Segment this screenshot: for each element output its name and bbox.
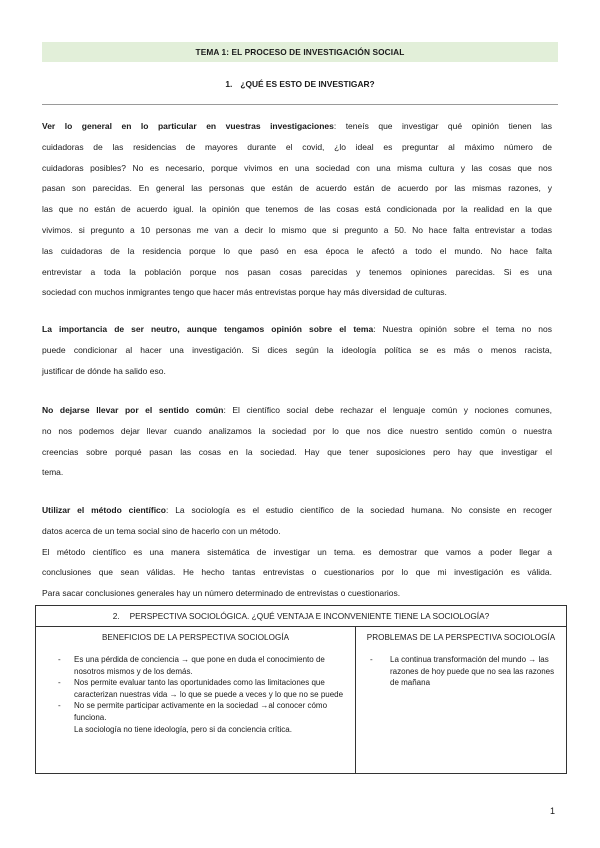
bullet-dash: - — [58, 678, 61, 688]
bullet-dash: - — [370, 655, 373, 664]
paragraph-2-lead: La importancia de ser neutro, aunque tengamos opinión sobre el tema — [42, 324, 374, 334]
paragraph-4-line: conclusiones que sean válidas. He hecho tantas entrevistas o cuestionarios por lo que mi investigación es válida. — [42, 567, 552, 578]
paragraph-3-lead: No dejarse llevar por el sentido común — [42, 405, 224, 415]
problems-column-title: PROBLEMAS DE LA PERSPECTIVA SOCIOLOGÍA — [366, 633, 556, 642]
page-number: 1 — [550, 806, 556, 816]
paragraph-1-line: las cuidadoras de la residencia porque lo que pasó en esa época le afectó a todo el mundo. No hace falta — [42, 245, 552, 256]
paragraph-3-line: tema. — [42, 467, 64, 478]
section-2-number: 2. — [112, 611, 120, 621]
paragraph-1-line: : teneís que investigar qué opinión tienen las — [333, 121, 552, 131]
paragraph-3-line: creencias sobre porqué pasan las cosas en la sociedad. Hay que tener suposiciones pero hay que investigar el — [42, 446, 552, 457]
section-2-heading — [36, 606, 566, 627]
paragraph-4-line: El método científico es una manera sistemática de investigar un tema. es demostrar que vamos a poder llegar a — [42, 546, 552, 557]
list-item — [356, 654, 566, 689]
list-item — [36, 677, 355, 700]
paragraph-2-line: puede condicionar al hacer una investigación. Si dices según la ideología política se es más o menos racista, — [42, 344, 552, 355]
horizontal-rule — [42, 104, 558, 105]
paragraph-1-line: las que no están de acuerdo igual. la opinión que tenemos de las cosas está condicionada por la realidad en la que — [42, 204, 552, 215]
paragraph-neutrality — [42, 319, 552, 381]
paragraph-1-line: sociedad con muchos inmigrantes tengo que hacer más entrevistas porque hay más diversidad de culturas. — [42, 287, 447, 298]
benefits-list — [36, 654, 355, 735]
problems-list — [356, 654, 566, 689]
paragraph-scientific-method — [42, 500, 552, 604]
problems-column — [356, 626, 566, 773]
bullet-dash: - — [58, 701, 61, 711]
paragraph-4-lead: Utilizar el método científico — [42, 505, 166, 515]
paragraph-3-line: : El científico social debe rechazar el lenguaje común y nociones comunes, — [223, 405, 553, 415]
section-1-number: 1. — [225, 79, 233, 89]
paragraph-1-line: cuidadoras de las residencias de mayores durante el covid, ¿lo ideal es preguntar al máximo número de — [42, 141, 552, 152]
sociological-perspective-table — [35, 605, 567, 774]
list-item-text: La continua transformación del mundo → las razones de hoy puede que no sea las razones de mañana — [390, 655, 555, 688]
list-tail-note: La sociología no tiene ideología, pero si da conciencia crítica. — [74, 724, 292, 734]
paragraph-1-line: vivimos. si pregunto a 10 personas me van a decir lo mismo que si pregunto a 50. No hace falta entrevistar a todas — [42, 224, 552, 235]
document-title: TEMA 1: EL PROCESO DE INVESTIGACIÓN SOCIAL — [42, 42, 558, 62]
paragraph-3-line: no nos podemos dejar llevar cuando analizamos la sociedad por lo que nos dice nuestro sentido común o nuestra — [42, 425, 552, 436]
section-1-heading — [42, 79, 558, 89]
list-item — [36, 654, 355, 677]
paragraph-4-line: datos acerca de un tema social sino de hacerlo con un método. — [42, 525, 281, 536]
paragraph-common-sense — [42, 400, 552, 483]
paragraph-2-line: : Nuestra opinión sobre el tema no nos — [373, 324, 552, 334]
benefits-column-title: BENEFICIOS DE LA PERSPECTIVA SOCIOLOGÍA — [101, 633, 290, 642]
paragraph-2-line: justificar de dónde ha salido eso. — [42, 365, 166, 376]
paragraph-4-line: : La sociología es el estudio científico de la sociedad humana. No consiste en recoger — [165, 505, 552, 515]
section-1-title: ¿QUÉ ES ESTO DE INVESTIGAR? — [240, 79, 375, 89]
benefits-column — [36, 626, 356, 773]
section-2-title: PERSPECTIVA SOCIOLÓGICA. ¿QUÉ VENTAJA E INCONVENIENTE TIENE LA SOCIOLOGÍA? — [129, 611, 490, 621]
paragraph-1-line: pasan son parecidas. En general las personas que están de acuerdo están de acuerdo por las mismas razones, y — [42, 183, 552, 194]
paragraph-general-particular — [42, 116, 552, 303]
paragraph-4-line: Para sacar conclusiones generales hay un número determinado de entrevistas o cuestionarios. — [42, 588, 401, 599]
paragraph-1-line: cuidadoras posibles? No es necesario, porque vivimos en una sociedad con una misma cultura y las cosas que nos — [42, 162, 552, 173]
bullet-dash: - — [58, 655, 61, 664]
paragraph-1-line: entrevistar a toda la población porque nos pasan cosas parecidas y tenemos opiniones parecidas. Si es una — [42, 266, 552, 277]
list-item-text: No se permite participar activamente en la sociedad →al conocer cómo funciona. — [74, 701, 328, 722]
list-item-text: Nos permite evaluar tanto las oportunidades como las limitaciones que caracterizan nuestras vida → lo que se puede a veces y lo que no se puede — [74, 678, 344, 699]
list-item — [36, 700, 355, 723]
list-item-text: Es una pérdida de conciencia → que pone en duda el conocimiento de nosotros mismos y de los demás. — [74, 655, 325, 676]
paragraph-1-lead: Ver lo general en lo particular en vuestras investigaciones — [42, 121, 334, 131]
